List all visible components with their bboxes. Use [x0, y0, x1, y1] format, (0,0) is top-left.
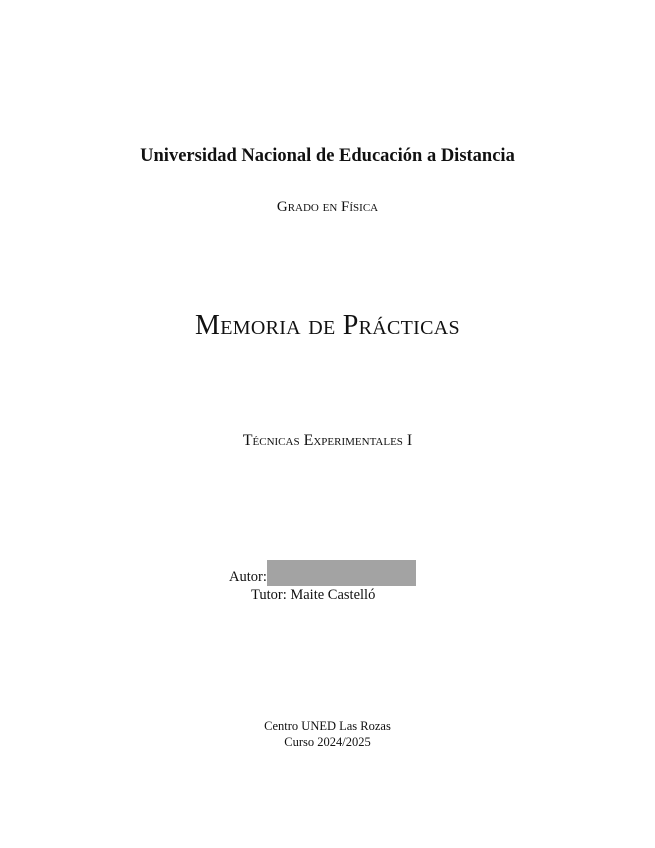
author-redaction-box: [267, 560, 416, 586]
document-title: Memoria de Prácticas: [195, 310, 460, 341]
author-row: [229, 560, 416, 586]
tutor-line: Tutor: Maite Castelló: [251, 587, 376, 603]
university-name: Universidad Nacional de Educación a Distancia: [140, 146, 515, 166]
subject-name: Técnicas Experimentales I: [242, 432, 413, 449]
center-name: Centro UNED Las Rozas: [264, 719, 391, 733]
author-label: Autor:: [229, 569, 267, 585]
course-year: Curso 2024/2025: [284, 735, 371, 749]
degree-name: Grado en Física: [276, 199, 379, 215]
